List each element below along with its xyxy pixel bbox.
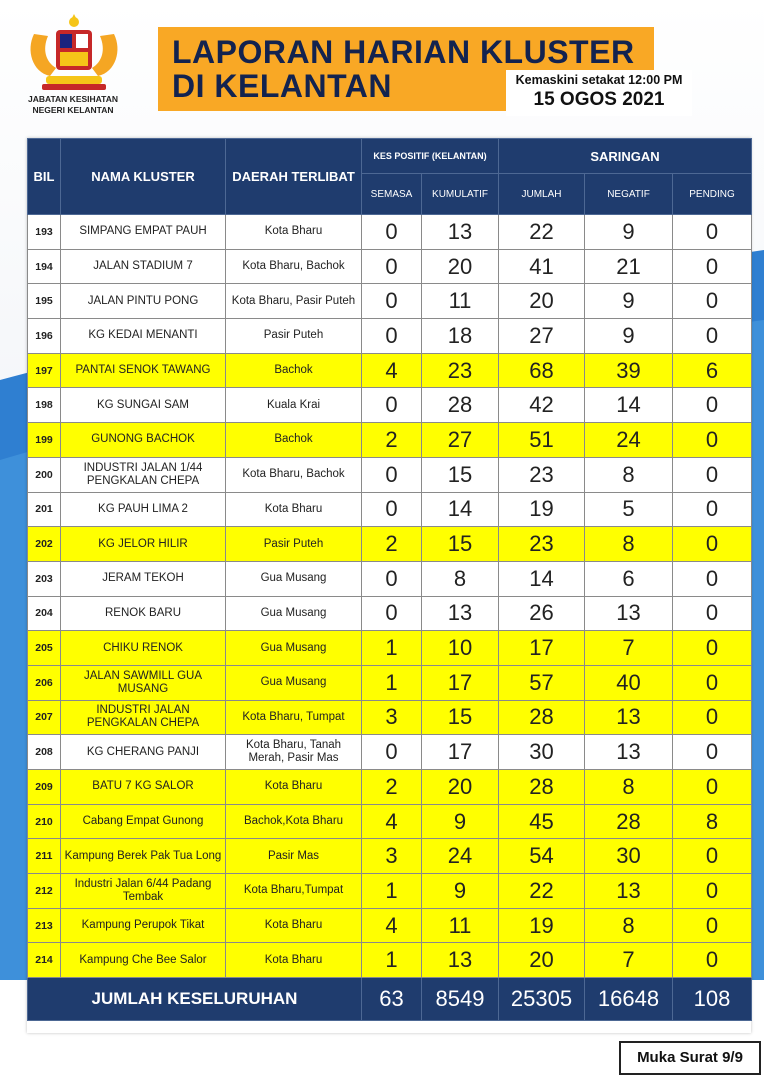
cell-bil: 201 — [28, 492, 61, 527]
cell-kumulatif: 9 — [422, 874, 499, 909]
cell-negatif: 9 — [585, 215, 673, 250]
cell-bil: 214 — [28, 943, 61, 978]
cell-kumulatif: 20 — [422, 770, 499, 805]
update-date: 15 OGOS 2021 — [533, 89, 665, 110]
update-box — [506, 70, 692, 116]
cell-jumlah: 26 — [499, 596, 585, 631]
cell-negatif: 13 — [585, 874, 673, 909]
cell-jumlah: 28 — [499, 770, 585, 805]
cell-kumulatif: 11 — [422, 908, 499, 943]
cell-daerah: Kota Bharu — [226, 770, 362, 805]
table-row — [28, 770, 752, 805]
cell-daerah: Gua Musang — [226, 665, 362, 700]
cell-kumulatif: 13 — [422, 215, 499, 250]
cell-negatif: 14 — [585, 388, 673, 423]
cell-pending: 0 — [673, 874, 752, 909]
cell-negatif: 8 — [585, 908, 673, 943]
cell-semasa: 1 — [362, 943, 422, 978]
cell-negatif: 5 — [585, 492, 673, 527]
cell-jumlah: 22 — [499, 874, 585, 909]
cell-pending: 0 — [673, 284, 752, 319]
cell-semasa: 0 — [362, 561, 422, 596]
cell-jumlah: 45 — [499, 804, 585, 839]
cell-kumulatif: 9 — [422, 804, 499, 839]
cell-pending: 0 — [673, 388, 752, 423]
table-row — [28, 353, 752, 388]
cell-nama-kluster: INDUSTRI JALAN PENGKALAN CHEPA — [61, 700, 226, 735]
cell-daerah: Kota Bharu — [226, 943, 362, 978]
cell-kumulatif: 13 — [422, 943, 499, 978]
cell-bil: 198 — [28, 388, 61, 423]
cell-nama-kluster: KG CHERANG PANJI — [61, 735, 226, 770]
cell-semasa: 0 — [362, 284, 422, 319]
cell-pending: 0 — [673, 735, 752, 770]
cell-kumulatif: 13 — [422, 596, 499, 631]
title-line-1: LAPORAN HARIAN KLUSTER — [172, 34, 635, 70]
cell-daerah: Kota Bharu,Tumpat — [226, 874, 362, 909]
cell-pending: 0 — [673, 249, 752, 284]
cluster-table-container — [27, 138, 751, 1033]
cell-bil: 203 — [28, 561, 61, 596]
cell-kumulatif: 17 — [422, 665, 499, 700]
cell-kumulatif: 28 — [422, 388, 499, 423]
cell-bil: 211 — [28, 839, 61, 874]
cell-nama-kluster: KG SUNGAI SAM — [61, 388, 226, 423]
cell-jumlah: 20 — [499, 943, 585, 978]
cell-bil: 196 — [28, 319, 61, 354]
cell-bil: 200 — [28, 457, 61, 492]
cell-semasa: 4 — [362, 908, 422, 943]
cell-semasa: 0 — [362, 457, 422, 492]
header-bil: BIL — [28, 139, 61, 215]
cell-daerah: Gua Musang — [226, 631, 362, 666]
cell-jumlah: 23 — [499, 527, 585, 562]
cell-nama-kluster: PANTAI SENOK TAWANG — [61, 353, 226, 388]
cell-negatif: 39 — [585, 353, 673, 388]
cell-jumlah: 51 — [499, 423, 585, 458]
table-row — [28, 284, 752, 319]
cell-nama-kluster: Kampung Perupok Tikat — [61, 908, 226, 943]
cell-daerah: Bachok — [226, 353, 362, 388]
header-semasa: SEMASA — [362, 174, 422, 215]
cluster-table — [27, 138, 752, 1021]
cell-negatif: 40 — [585, 665, 673, 700]
cell-daerah: Bachok — [226, 423, 362, 458]
agency-line-2: NEGERI KELANTAN — [32, 105, 114, 115]
cell-negatif: 7 — [585, 943, 673, 978]
total-row — [28, 978, 752, 1021]
cell-pending: 0 — [673, 423, 752, 458]
cell-daerah: Kota Bharu, Pasir Puteh — [226, 284, 362, 319]
table-row — [28, 735, 752, 770]
cell-negatif: 13 — [585, 735, 673, 770]
cell-daerah: Bachok,Kota Bharu — [226, 804, 362, 839]
cell-jumlah: 30 — [499, 735, 585, 770]
cell-pending: 0 — [673, 908, 752, 943]
cell-kumulatif: 10 — [422, 631, 499, 666]
cell-bil: 199 — [28, 423, 61, 458]
cell-kumulatif: 15 — [422, 700, 499, 735]
cell-pending: 0 — [673, 561, 752, 596]
table-row — [28, 943, 752, 978]
cell-jumlah: 22 — [499, 215, 585, 250]
cell-semasa: 1 — [362, 665, 422, 700]
cell-negatif: 8 — [585, 770, 673, 805]
cell-kumulatif: 8 — [422, 561, 499, 596]
cell-bil: 208 — [28, 735, 61, 770]
cell-daerah: Gua Musang — [226, 596, 362, 631]
table-row — [28, 492, 752, 527]
table-row — [28, 423, 752, 458]
agency-name — [8, 94, 138, 116]
header-nama-kluster: NAMA KLUSTER — [61, 139, 226, 215]
cell-semasa: 0 — [362, 388, 422, 423]
cell-kumulatif: 15 — [422, 527, 499, 562]
cell-jumlah: 20 — [499, 284, 585, 319]
cell-nama-kluster: JERAM TEKOH — [61, 561, 226, 596]
cell-pending: 8 — [673, 804, 752, 839]
cell-bil: 212 — [28, 874, 61, 909]
cell-pending: 0 — [673, 665, 752, 700]
cell-pending: 0 — [673, 839, 752, 874]
header-jumlah: JUMLAH — [499, 174, 585, 215]
cell-bil: 209 — [28, 770, 61, 805]
cell-semasa: 4 — [362, 353, 422, 388]
table-row — [28, 249, 752, 284]
cell-daerah: Kota Bharu, Tanah Merah, Pasir Mas — [226, 735, 362, 770]
cell-semasa: 0 — [362, 596, 422, 631]
cell-semasa: 0 — [362, 249, 422, 284]
cell-daerah: Gua Musang — [226, 561, 362, 596]
cell-nama-kluster: GUNONG BACHOK — [61, 423, 226, 458]
title-line-2: DI KELANTAN — [172, 68, 392, 104]
cell-nama-kluster: JALAN STADIUM 7 — [61, 249, 226, 284]
cell-negatif: 30 — [585, 839, 673, 874]
cell-negatif: 9 — [585, 284, 673, 319]
cell-jumlah: 19 — [499, 492, 585, 527]
cell-nama-kluster: SIMPANG EMPAT PAUH — [61, 215, 226, 250]
agency-line-1: JABATAN KESIHATAN — [27, 94, 119, 104]
table-row — [28, 319, 752, 354]
cell-semasa: 3 — [362, 700, 422, 735]
cell-nama-kluster: JALAN PINTU PONG — [61, 284, 226, 319]
cell-kumulatif: 17 — [422, 735, 499, 770]
cell-daerah: Kota Bharu, Bachok — [226, 457, 362, 492]
cell-kumulatif: 23 — [422, 353, 499, 388]
table-row — [28, 388, 752, 423]
cell-pending: 0 — [673, 700, 752, 735]
table-row — [28, 874, 752, 909]
cell-pending: 6 — [673, 353, 752, 388]
cell-kumulatif: 18 — [422, 319, 499, 354]
cell-semasa: 4 — [362, 804, 422, 839]
cell-jumlah: 68 — [499, 353, 585, 388]
cell-kumulatif: 27 — [422, 423, 499, 458]
page-number: Muka Surat 9/9 — [619, 1041, 761, 1075]
table-row — [28, 631, 752, 666]
cell-bil: 204 — [28, 596, 61, 631]
table-row — [28, 908, 752, 943]
cell-daerah: Pasir Puteh — [226, 319, 362, 354]
cell-kumulatif: 24 — [422, 839, 499, 874]
cell-nama-kluster: INDUSTRI JALAN 1/44 PENGKALAN CHEPA — [61, 457, 226, 492]
cell-negatif: 28 — [585, 804, 673, 839]
table-row — [28, 215, 752, 250]
cell-bil: 197 — [28, 353, 61, 388]
cell-kumulatif: 14 — [422, 492, 499, 527]
update-label: Kemaskini setakat 12:00 PM — [515, 73, 683, 87]
cell-kumulatif: 11 — [422, 284, 499, 319]
total-negatif: 16648 — [585, 978, 673, 1021]
cell-negatif: 13 — [585, 700, 673, 735]
cell-daerah: Kota Bharu — [226, 492, 362, 527]
cell-pending: 0 — [673, 492, 752, 527]
total-jumlah: 25305 — [499, 978, 585, 1021]
cell-jumlah: 28 — [499, 700, 585, 735]
table-row — [28, 596, 752, 631]
cell-pending: 0 — [673, 631, 752, 666]
cell-nama-kluster: Kampung Che Bee Salor — [61, 943, 226, 978]
cell-nama-kluster: KG JELOR HILIR — [61, 527, 226, 562]
cell-jumlah: 42 — [499, 388, 585, 423]
cell-daerah: Kuala Krai — [226, 388, 362, 423]
cell-semasa: 3 — [362, 839, 422, 874]
cell-jumlah: 57 — [499, 665, 585, 700]
table-row — [28, 700, 752, 735]
cell-bil: 194 — [28, 249, 61, 284]
cell-semasa: 0 — [362, 492, 422, 527]
cell-daerah: Kota Bharu, Bachok — [226, 249, 362, 284]
cell-negatif: 8 — [585, 457, 673, 492]
cell-pending: 0 — [673, 457, 752, 492]
cell-bil: 195 — [28, 284, 61, 319]
cell-semasa: 1 — [362, 631, 422, 666]
cell-bil: 205 — [28, 631, 61, 666]
cell-pending: 0 — [673, 596, 752, 631]
cell-nama-kluster: RENOK BARU — [61, 596, 226, 631]
cell-negatif: 7 — [585, 631, 673, 666]
cell-nama-kluster: JALAN SAWMILL GUA MUSANG — [61, 665, 226, 700]
cell-pending: 0 — [673, 527, 752, 562]
cell-jumlah: 17 — [499, 631, 585, 666]
cell-bil: 206 — [28, 665, 61, 700]
header-daerah-terlibat: DAERAH TERLIBAT — [226, 139, 362, 215]
coat-of-arms-logo — [22, 10, 126, 92]
cell-negatif: 8 — [585, 527, 673, 562]
table-row — [28, 839, 752, 874]
header-saringan: SARINGAN — [499, 139, 752, 174]
cell-jumlah: 41 — [499, 249, 585, 284]
cell-bil: 202 — [28, 527, 61, 562]
cell-pending: 0 — [673, 215, 752, 250]
cell-nama-kluster: Kampung Berek Pak Tua Long — [61, 839, 226, 874]
cell-semasa: 1 — [362, 874, 422, 909]
cell-daerah: Pasir Puteh — [226, 527, 362, 562]
cell-bil: 210 — [28, 804, 61, 839]
cell-pending: 0 — [673, 943, 752, 978]
cell-negatif: 9 — [585, 319, 673, 354]
header-negatif: NEGATIF — [585, 174, 673, 215]
cell-nama-kluster: CHIKU RENOK — [61, 631, 226, 666]
cell-jumlah: 27 — [499, 319, 585, 354]
cell-daerah: Kota Bharu, Tumpat — [226, 700, 362, 735]
cell-semasa: 0 — [362, 319, 422, 354]
table-row — [28, 804, 752, 839]
header-kumulatif: KUMULATIF — [422, 174, 499, 215]
cell-negatif: 21 — [585, 249, 673, 284]
cell-nama-kluster: KG KEDAI MENANTI — [61, 319, 226, 354]
cell-nama-kluster: Industri Jalan 6/44 Padang Tembak — [61, 874, 226, 909]
cell-semasa: 0 — [362, 215, 422, 250]
cell-daerah: Kota Bharu — [226, 908, 362, 943]
cell-nama-kluster: KG PAUH LIMA 2 — [61, 492, 226, 527]
cell-kumulatif: 15 — [422, 457, 499, 492]
cell-semasa: 0 — [362, 735, 422, 770]
cell-nama-kluster: BATU 7 KG SALOR — [61, 770, 226, 805]
cell-daerah: Pasir Mas — [226, 839, 362, 874]
table-row — [28, 561, 752, 596]
cell-semasa: 2 — [362, 527, 422, 562]
header-pending: PENDING — [673, 174, 752, 215]
table-row — [28, 527, 752, 562]
cell-semasa: 2 — [362, 770, 422, 805]
total-semasa: 63 — [362, 978, 422, 1021]
cell-negatif: 6 — [585, 561, 673, 596]
cell-pending: 0 — [673, 319, 752, 354]
cell-semasa: 2 — [362, 423, 422, 458]
total-kumulatif: 8549 — [422, 978, 499, 1021]
cell-bil: 207 — [28, 700, 61, 735]
cell-jumlah: 19 — [499, 908, 585, 943]
total-pending: 108 — [673, 978, 752, 1021]
cell-bil: 193 — [28, 215, 61, 250]
cell-bil: 213 — [28, 908, 61, 943]
cell-negatif: 13 — [585, 596, 673, 631]
cell-jumlah: 23 — [499, 457, 585, 492]
cell-jumlah: 54 — [499, 839, 585, 874]
header-kes-positif: KES POSITIF (KELANTAN) — [362, 139, 499, 174]
table-row — [28, 665, 752, 700]
cell-pending: 0 — [673, 770, 752, 805]
cell-negatif: 24 — [585, 423, 673, 458]
table-row — [28, 457, 752, 492]
cell-daerah: Kota Bharu — [226, 215, 362, 250]
cell-nama-kluster: Cabang Empat Gunong — [61, 804, 226, 839]
cell-jumlah: 14 — [499, 561, 585, 596]
cell-kumulatif: 20 — [422, 249, 499, 284]
total-label: JUMLAH KESELURUHAN — [28, 978, 362, 1021]
